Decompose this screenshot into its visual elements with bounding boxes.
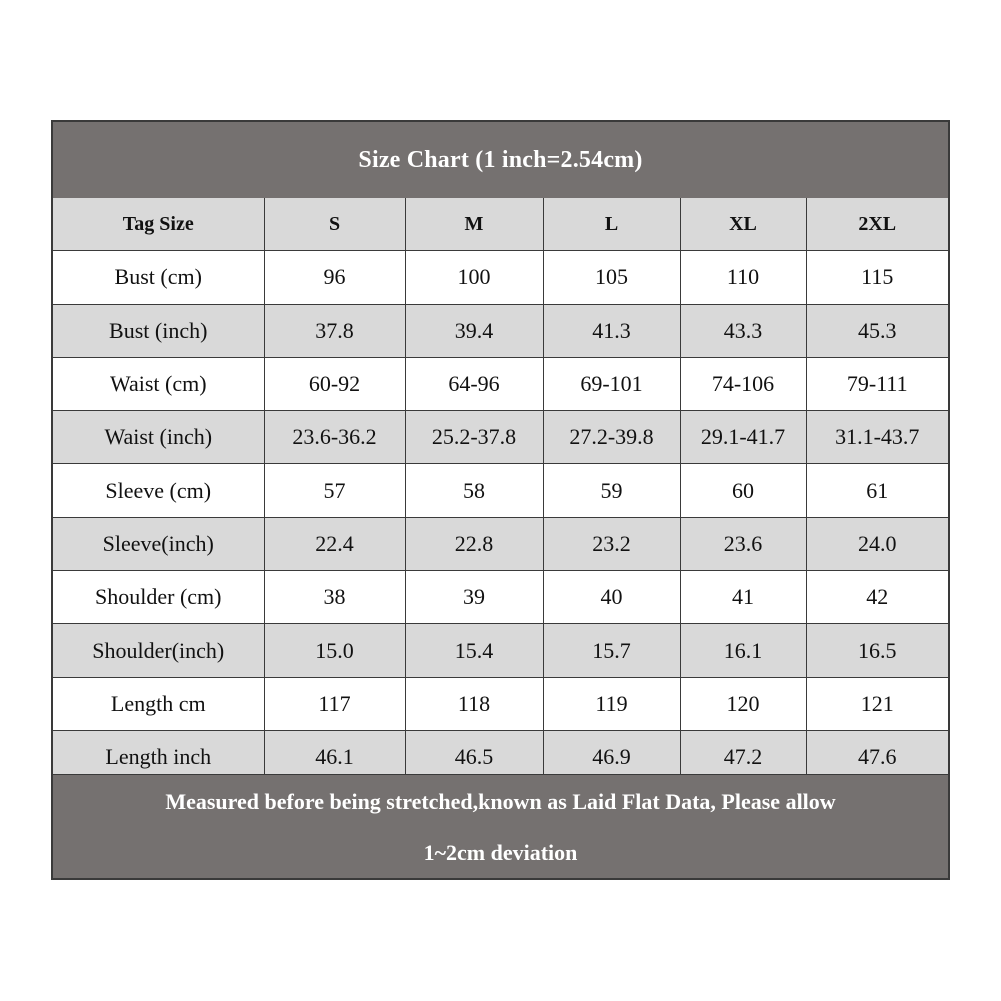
- table-cell: 58: [405, 464, 543, 517]
- table-cell: 59: [543, 464, 680, 517]
- table-cell: 45.3: [806, 304, 948, 357]
- table-cell: 22.4: [264, 517, 405, 570]
- row-label: Bust (cm): [53, 251, 264, 304]
- table-cell: 23.6-36.2: [264, 411, 405, 464]
- table-row: [53, 624, 948, 677]
- table-cell: 42: [806, 571, 948, 624]
- table-cell: 46.9: [543, 730, 680, 783]
- table-cell: 15.0: [264, 624, 405, 677]
- row-label: Shoulder(inch): [53, 624, 264, 677]
- measurement-note: [53, 774, 948, 878]
- table-cell: 24.0: [806, 517, 948, 570]
- size-chart: [51, 120, 950, 880]
- table-row: [53, 677, 948, 730]
- table-cell: 39.4: [405, 304, 543, 357]
- table-cell: 47.6: [806, 730, 948, 783]
- table-cell: 69-101: [543, 357, 680, 410]
- table-cell: 79-111: [806, 357, 948, 410]
- row-label: Waist (cm): [53, 357, 264, 410]
- table-cell: 29.1-41.7: [680, 411, 806, 464]
- table-cell: 25.2-37.8: [405, 411, 543, 464]
- row-label: Shoulder (cm): [53, 571, 264, 624]
- table-row: [53, 304, 948, 357]
- table-cell: 117: [264, 677, 405, 730]
- table-cell: 64-96: [405, 357, 543, 410]
- table-cell: 118: [405, 677, 543, 730]
- table-cell: 15.7: [543, 624, 680, 677]
- table-cell: 22.8: [405, 517, 543, 570]
- table-cell: 60: [680, 464, 806, 517]
- table-row: [53, 464, 948, 517]
- table-row: [53, 411, 948, 464]
- table-cell: 37.8: [264, 304, 405, 357]
- table-cell: 115: [806, 251, 948, 304]
- table-cell: 119: [543, 677, 680, 730]
- table-cell: 15.4: [405, 624, 543, 677]
- row-label: Waist (inch): [53, 411, 264, 464]
- note-line-2: 1~2cm deviation: [423, 840, 578, 865]
- note-line-1: Measured before being stretched,known as Laid Flat Data, Please allow: [165, 789, 836, 814]
- table-cell: 120: [680, 677, 806, 730]
- table-row: [53, 251, 948, 304]
- table-cell: 38: [264, 571, 405, 624]
- table-cell: 96: [264, 251, 405, 304]
- table-cell: 46.5: [405, 730, 543, 783]
- table-row: [53, 571, 948, 624]
- row-label: Length cm: [53, 677, 264, 730]
- table-cell: 41: [680, 571, 806, 624]
- table-cell: 16.5: [806, 624, 948, 677]
- header-cell-m: M: [405, 198, 543, 251]
- table-cell: 74-106: [680, 357, 806, 410]
- table-cell: 23.6: [680, 517, 806, 570]
- table-cell: 61: [806, 464, 948, 517]
- table-cell: 40: [543, 571, 680, 624]
- table-cell: 60-92: [264, 357, 405, 410]
- table-cell: 46.1: [264, 730, 405, 783]
- size-chart-title: Size Chart (1 inch=2.54cm): [53, 122, 948, 198]
- table-cell: 43.3: [680, 304, 806, 357]
- table-row: [53, 517, 948, 570]
- header-cell-xl: XL: [680, 198, 806, 251]
- size-table: [53, 198, 948, 784]
- table-cell: 31.1-43.7: [806, 411, 948, 464]
- header-cell-l: L: [543, 198, 680, 251]
- header-cell-tag-size: Tag Size: [53, 198, 264, 251]
- table-cell: 27.2-39.8: [543, 411, 680, 464]
- row-label: Bust (inch): [53, 304, 264, 357]
- table-cell: 41.3: [543, 304, 680, 357]
- row-label: Length inch: [53, 730, 264, 783]
- table-row: [53, 357, 948, 410]
- table-cell: 57: [264, 464, 405, 517]
- table-cell: 16.1: [680, 624, 806, 677]
- table-cell: 47.2: [680, 730, 806, 783]
- table-cell: 110: [680, 251, 806, 304]
- header-cell-s: S: [264, 198, 405, 251]
- header-cell-2xl: 2XL: [806, 198, 948, 251]
- table-cell: 105: [543, 251, 680, 304]
- table-cell: 23.2: [543, 517, 680, 570]
- table-header-row: [53, 198, 948, 251]
- table-cell: 121: [806, 677, 948, 730]
- row-label: Sleeve (cm): [53, 464, 264, 517]
- table-cell: 100: [405, 251, 543, 304]
- table-cell: 39: [405, 571, 543, 624]
- row-label: Sleeve(inch): [53, 517, 264, 570]
